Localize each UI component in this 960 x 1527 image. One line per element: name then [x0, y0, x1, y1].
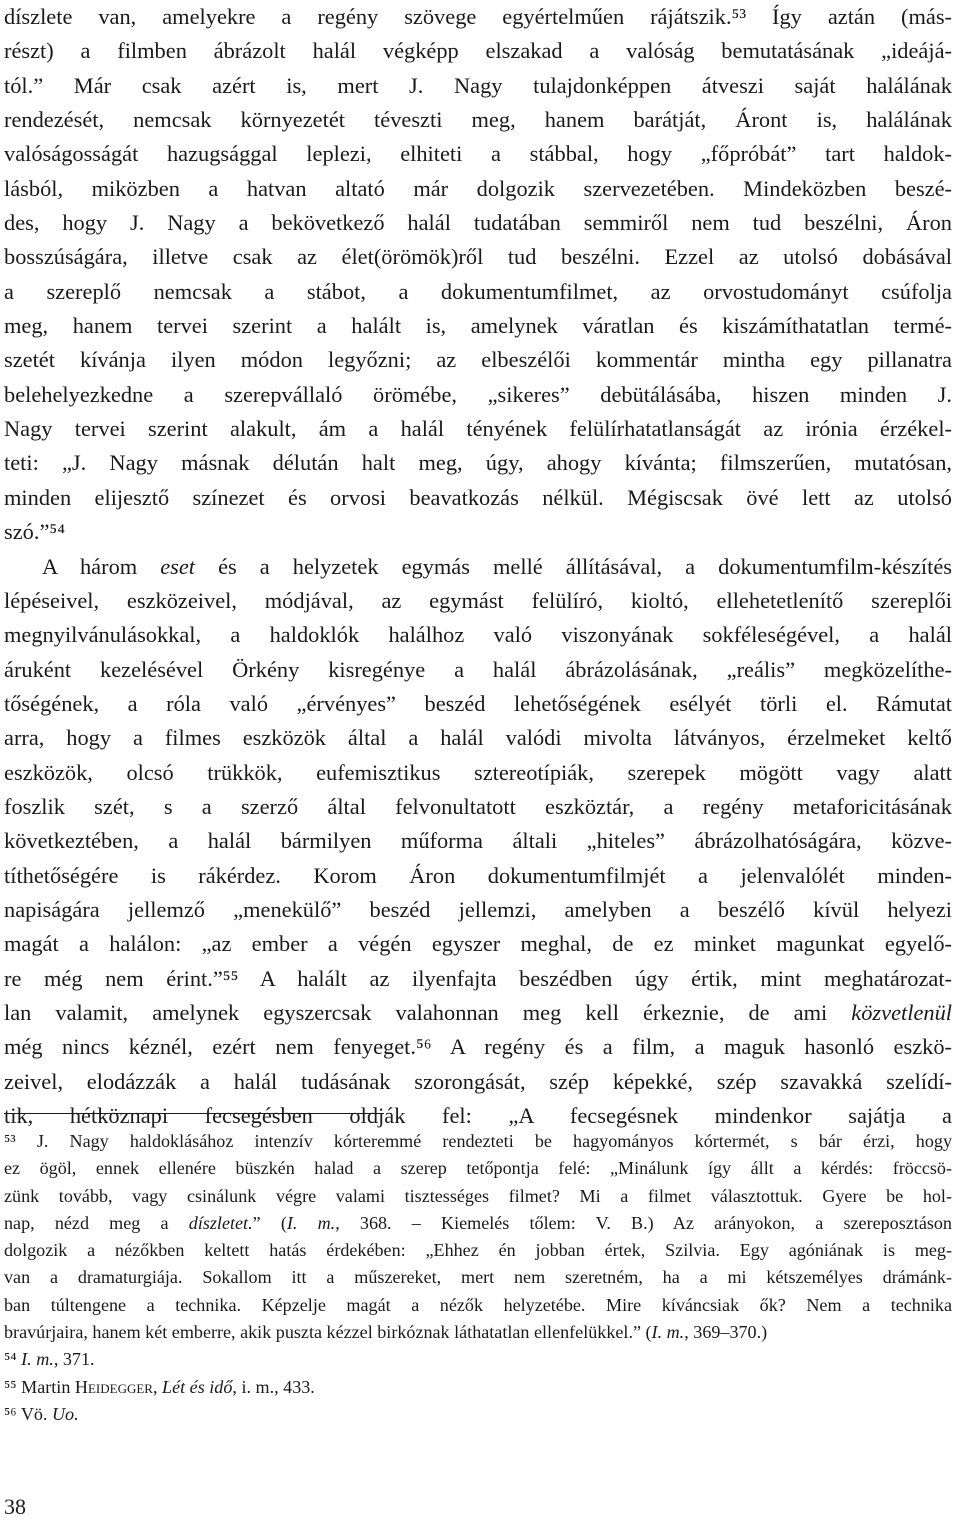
text-line: eszközök, olcsó trükkök, eufemisztikus sztereotípiák, szerepek mögött vagy alatt — [4, 759, 952, 785]
footnote-line: ⁵⁶ Vö. Uo. — [4, 1403, 79, 1424]
text-line: teti: „J. Nagy másnak délután halt meg, úgy, ahogy kívánta; filmszerűen, mutatósan, — [4, 450, 952, 476]
text-line: tól.” Már csak azért is, mert J. Nagy tulajdonképpen átveszi saját halálának — [4, 72, 952, 98]
text-line: napiságára jellemző „menekülő” beszéd jellemzi, amelyben a beszélő kívül helyezi — [4, 896, 952, 922]
text-line: minden elijesztő színezet és orvosi beavatkozás nélkül. Mégiscsak övé lett az utolsó — [4, 484, 952, 510]
footnote-separator — [4, 1113, 384, 1114]
text-line: következtében, a halál bármilyen műforma általi „hiteles” ábrázolhatóságára, közve- — [4, 828, 952, 854]
text-line: szó.”⁵⁴ — [4, 519, 65, 545]
footnote-line: ez ögöl, ennek ellenére büszkén halad a szerep tetőpontja felé: „Minálunk így állt a kérdés: fröccsö- — [4, 1158, 952, 1179]
footnote-line: nap, nézd meg a díszletet.” (I. m., 368. – Kiemelés tőlem: V. B.) Az arányokon, a szereposztáson — [4, 1212, 952, 1233]
footnote-line: ⁵³ J. Nagy haldoklásához intenzív kórteremmé rendezteti be hagyományos kórtermét, s bár érzi, hogy — [4, 1131, 952, 1151]
text-line: magát a halálon: „az ember a végén egyszer meghal, de ez minket magunkat egyelő- — [4, 931, 952, 957]
text-line: títhetőségére is rákérdez. Korom Áron dokumentumfilmjét a jelenvalólét minden- — [4, 862, 952, 888]
footnotes — [4, 1128, 952, 1428]
text-line: tik, hétköznapi fecsegésben oldják fel: „A fecsegésnek mindenkor sajátja a — [4, 1103, 952, 1128]
footnote-line: ⁵⁵ Martin Heidegger, Lét és idő, i. m., 433. — [4, 1376, 315, 1397]
text-line: lásból, miközben a hatvan altató már dolgozik szervezetében. Mindeközben beszé- — [4, 175, 952, 201]
text-line: még nincs kéznél, ezért nem fenyeget.⁵⁶ A regény és a film, a maguk hasonló eszkö- — [4, 1034, 952, 1060]
text-line: lan valamit, amelynek egyszercsak valahonnan meg kell érkeznie, de ami közvetlenül — [4, 999, 952, 1025]
text-line: Nagy tervei szerint alakult, ám a halál tényének felülírhatatlanságát az irónia érzékel- — [4, 416, 952, 442]
text-line: re még nem érint.”⁵⁵ A halált az ilyenfajta beszédben úgy értik, mint meghatározat- — [4, 965, 952, 991]
footnote-line: zünk tovább, vagy csinálunk végre valami tisztességes filmet? Mi a filmet választottuk. Gyere be hol- — [4, 1185, 952, 1206]
text-line: meg, hanem tervei szerint a halált is, amelynek váratlan és kiszámíthatatlan termé- — [4, 313, 952, 339]
footnote-line: dolgozik a nézőkben keltett hatás érdekében: „Ehhez én jobban értek, Szilvia. Egy agóniának is meg- — [4, 1240, 952, 1261]
text-line: belehelyezkedne a szerepvállaló örömébe, „sikeres” debütálásába, hiszen minden J. — [4, 381, 952, 407]
footnote-line: van a dramaturgiája. Sokallom itt a műszereket, mert nem szeretném, ha a mi kétszemélyes drámánk- — [4, 1267, 952, 1288]
text-line: a szereplő nemcsak a stábot, a dokumentumfilmet, az orvostudományt csúfolja — [4, 278, 952, 304]
text-line: megnyilvánulásokkal, a haldoklók halálhoz való viszonyának sokféleségével, a halál — [4, 622, 952, 648]
footnote-line: bravúrjaira, hanem két emberre, akik puszta kézzel birkóznak láthatatlan ellenfelükkel.” (I. m., 369–370.) — [4, 1322, 768, 1343]
page-number: 38 — [4, 1494, 26, 1519]
text-line: szetét kívánja ilyen módon legyőzni; az elbeszélői kommentár mintha egy pillanatra — [4, 347, 952, 373]
text-line: arra, hogy a filmes eszközök által a halál valódi mivolta látványos, érzelmeket keltő — [4, 725, 952, 751]
text-line: foszlik szét, s a szerző által felvonultatott eszköztár, a regény metaforicitásának — [4, 793, 952, 819]
footnote-line: ban túltengene a technika. Képzelje magát a nézők helyzetébe. Mire kíváncsiak ők? Nem a technika — [4, 1294, 952, 1315]
text-line: részt) a filmben ábrázolt halál végképp elszakad a valóság bemutatásának „ideájá- — [4, 38, 952, 64]
text-line: des, hogy J. Nagy a bekövetkező halál tudatában semmiről nem tud beszélni, Áron — [4, 210, 952, 236]
text-line: bosszúságára, illetve csak az élet(örömök)ről tud beszélni. Ezzel az utolsó dobásával — [4, 244, 952, 270]
text-line: rendezését, nemcsak környezetét téveszti meg, hanem barátját, Áront is, halálának — [4, 107, 952, 133]
text-line: valóságosságát hazugsággal leplezi, elhiteti a stábbal, hogy „főpróbát” tart haldok- — [4, 141, 952, 167]
text-line: díszlete van, amelyekre a regény szövege egyértelműen rájátszik.⁵³ Így aztán (más- — [4, 4, 952, 29]
text-line: áruként kezelésével Örkény kisregénye a halál ábrázolásának, „reális” megközelíthe- — [4, 656, 952, 682]
text-line: zeivel, elodázzák a halál tudásának szorongását, szép képekké, szép szavakká szelídí- — [4, 1068, 952, 1094]
text-line: tőségének, a róla való „érvényes” beszéd lehetőségének esélyét törli el. Rámutat — [4, 690, 952, 716]
footnote-line: ⁵⁴ I. m., 371. — [4, 1349, 95, 1370]
main-text — [4, 0, 952, 1133]
text-line: lépéseivel, eszközeivel, módjával, az egymást felülíró, kioltó, ellehetetlenítő szereplői — [4, 587, 952, 613]
text-line: A három eset és a helyzetek egymás mellé állításával, a dokumentumfilm-készítés — [42, 553, 952, 579]
